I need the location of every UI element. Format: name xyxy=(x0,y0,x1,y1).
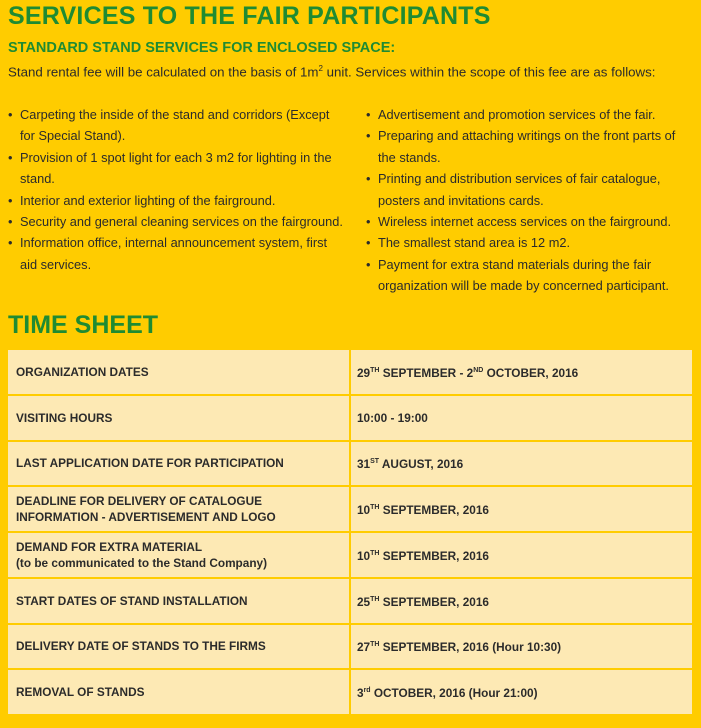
service-item xyxy=(8,190,343,211)
table-row xyxy=(8,350,692,396)
service-item xyxy=(366,125,696,168)
row-value: 10TH SEPTEMBER, 2016 xyxy=(357,548,489,563)
bullet-icon: • xyxy=(8,107,13,122)
row-value: 27TH SEPTEMBER, 2016 (Hour 10:30) xyxy=(357,640,562,655)
column-divider xyxy=(349,487,351,531)
row-label: START DATES OF STAND INSTALLATION xyxy=(16,593,248,608)
time-sheet-table xyxy=(8,350,692,716)
row-value: 29TH SEPTEMBER - 2ND OCTOBER, 2016 xyxy=(357,365,579,380)
bullet-icon: • xyxy=(366,235,371,251)
service-text: Information office, internal announcement system, first aid services. xyxy=(20,235,328,272)
column-divider xyxy=(349,579,351,623)
service-item xyxy=(366,211,696,232)
row-label: DEMAND FOR EXTRA MATERIAL (to be communicated to the Stand Company) xyxy=(16,539,268,570)
table-row xyxy=(8,396,692,442)
intro-text-start: Stand rental fee will be calculated on the basis of 1m xyxy=(8,64,319,80)
service-text: The smallest stand area is 12 m2. xyxy=(378,235,571,251)
row-label: DELIVERY DATE OF STANDS TO THE FIRMS xyxy=(16,639,266,654)
table-row xyxy=(8,533,692,579)
row-value: 3rd OCTOBER, 2016 (Hour 21:00) xyxy=(357,686,538,701)
service-item xyxy=(8,147,343,190)
column-divider xyxy=(349,350,351,394)
row-value: 10:00 - 19:00 xyxy=(357,410,428,425)
row-label: DEADLINE FOR DELIVERY OF CATALOGUE INFORMATION - ADVERTISEMENT AND LOGO xyxy=(16,494,276,525)
time-sheet-title: TIME SHEET xyxy=(8,311,159,339)
bullet-icon: • xyxy=(8,214,13,230)
bullet-icon: • xyxy=(366,128,371,144)
service-text: Interior and exterior lighting of the fairground. xyxy=(20,192,276,208)
bullet-icon: • xyxy=(8,192,13,208)
table-row xyxy=(8,579,692,625)
row-value: 10TH SEPTEMBER, 2016 xyxy=(357,503,489,518)
service-item xyxy=(8,211,343,232)
service-text: Advertisement and promotion services of the fair. xyxy=(378,107,656,122)
column-divider xyxy=(349,625,351,669)
table-row xyxy=(8,670,692,716)
service-text: Security and general cleaning services on the fairground. xyxy=(20,214,343,230)
service-text: Wireless internet access services on the fairground. xyxy=(378,214,672,230)
bullet-icon: • xyxy=(8,149,13,165)
services-list-left xyxy=(8,104,343,275)
service-text: Preparing and attaching writings on the front parts of the stands. xyxy=(378,128,676,165)
column-divider xyxy=(349,396,351,440)
services-list-right xyxy=(366,104,696,297)
table-row xyxy=(8,625,692,671)
row-label: LAST APPLICATION DATE FOR PARTICIPATION xyxy=(16,456,284,471)
row-value: 25TH SEPTEMBER, 2016 xyxy=(357,594,489,609)
row-label: ORGANIZATION DATES xyxy=(16,364,149,379)
bullet-icon: • xyxy=(366,256,371,272)
column-divider xyxy=(349,670,351,714)
bullet-icon: • xyxy=(366,107,371,122)
intro-paragraph xyxy=(8,60,694,80)
table-row xyxy=(8,442,692,488)
service-item xyxy=(366,104,696,125)
row-label: VISITING HOURS xyxy=(16,410,113,425)
bullet-icon: • xyxy=(366,214,371,230)
bullet-icon: • xyxy=(366,171,371,187)
table-row xyxy=(8,487,692,533)
row-label: REMOVAL OF STANDS xyxy=(16,685,145,700)
service-item xyxy=(8,232,343,275)
service-text: Payment for extra stand materials during the fair organization will be made by concerned participant. xyxy=(378,256,669,294)
column-divider xyxy=(349,442,351,486)
column-divider xyxy=(349,533,351,577)
service-item xyxy=(366,254,696,297)
page-title: SERVICES TO THE FAIR PARTICIPANTS xyxy=(8,2,491,30)
section-subtitle: STANDARD STAND SERVICES FOR ENCLOSED SPACE: xyxy=(8,40,396,56)
service-text: Provision of 1 spot light for each 3 m2 for lighting in the stand. xyxy=(20,149,332,187)
service-item xyxy=(8,104,343,147)
intro-text-end: unit. Services within the scope of this fee are as follows: xyxy=(322,64,656,80)
intro-superscript: 2 xyxy=(318,64,323,73)
bullet-icon: • xyxy=(8,235,13,251)
service-item xyxy=(366,168,696,211)
service-text: Carpeting the inside of the stand and corridors (Except for Special Stand). xyxy=(20,107,330,144)
row-value: 31ST AUGUST, 2016 xyxy=(357,457,464,472)
service-text: Printing and distribution services of fair catalogue, posters and invitations cards. xyxy=(378,171,661,208)
service-item xyxy=(366,232,696,253)
